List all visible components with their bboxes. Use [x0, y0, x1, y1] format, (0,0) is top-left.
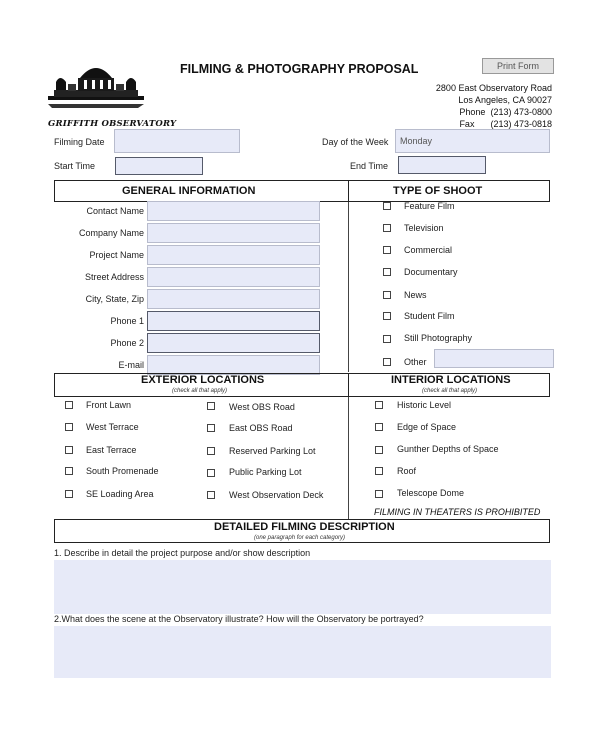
edge-of-space-checkbox[interactable] [375, 423, 383, 431]
other-input[interactable] [434, 349, 554, 368]
exterior-subheading: (check all that apply) [172, 388, 228, 394]
project-name-input[interactable] [147, 245, 320, 265]
company-name-label: Company Name [78, 228, 144, 238]
city-state-zip-input[interactable] [147, 289, 320, 309]
documentary-label: Documentary [404, 267, 458, 277]
fax-line: Fax (213) 473-0818 [459, 119, 552, 129]
east-terrace-checkbox[interactable] [65, 446, 73, 454]
description-subheading: (one paragraph for each category) [254, 535, 346, 541]
address-block [436, 82, 552, 130]
email-input[interactable] [147, 355, 320, 375]
exterior-locations-heading: EXTERIOR LOCATIONS [141, 374, 265, 386]
interior-locations-heading: INTERIOR LOCATIONS [391, 374, 511, 386]
street-address-input[interactable] [147, 267, 320, 287]
historic-level-checkbox[interactable] [375, 401, 383, 409]
television-checkbox[interactable] [383, 224, 391, 232]
phone-line: Phone (213) 473-0800 [459, 107, 552, 117]
end-time-label: End Time [350, 161, 389, 171]
south-promenade-checkbox[interactable] [65, 467, 73, 475]
feature-film-label: Feature Film [404, 201, 455, 211]
front-lawn-checkbox[interactable] [65, 401, 73, 409]
print-form-button[interactable]: Print Form [482, 58, 554, 74]
question-1: 1. Describe in detail the project purpose and/or show description [54, 548, 311, 558]
general-info-heading: GENERAL INFORMATION [122, 185, 256, 197]
observatory-logo-icon [48, 60, 144, 116]
phone-1-input[interactable] [147, 311, 320, 331]
news-checkbox[interactable] [383, 291, 391, 299]
contact-name-input[interactable] [147, 201, 320, 221]
historic-level-label: Historic Level [397, 400, 452, 410]
news-label: News [404, 290, 427, 300]
phone-1-label: Phone 1 [110, 316, 144, 326]
locations-divider [348, 373, 349, 397]
reserved-parking-lot-label: Reserved Parking Lot [229, 446, 316, 456]
gunther-depths-label: Gunther Depths of Space [397, 444, 499, 454]
west-obs-road-label: West OBS Road [229, 402, 295, 412]
logo [48, 60, 177, 129]
address-line-1: 2800 East Observatory Road [435, 83, 552, 93]
description-heading: DETAILED FILMING DESCRIPTION [214, 521, 395, 533]
south-promenade-label: South Promenade [86, 466, 159, 476]
filming-date-input[interactable] [114, 129, 240, 153]
city-state-zip-label: City, State, Zip [85, 294, 144, 304]
west-observation-deck-label: West Observation Deck [229, 490, 324, 500]
day-of-week-input[interactable]: Monday [395, 129, 550, 153]
filming-date-label: Filming Date [54, 137, 105, 147]
west-terrace-label: West Terrace [86, 422, 139, 432]
project-name-label: Project Name [89, 250, 144, 260]
commercial-label: Commercial [404, 245, 453, 255]
theaters-prohibited-notice: FILMING IN THEATERS IS PROHIBITED [374, 507, 541, 517]
west-terrace-checkbox[interactable] [65, 423, 73, 431]
se-loading-area-label: SE Loading Area [86, 489, 154, 499]
telescope-dome-label: Telescope Dome [397, 488, 465, 498]
street-address-label: Street Address [84, 272, 144, 282]
start-time-label: Start Time [54, 161, 96, 171]
end-time-input[interactable] [398, 156, 486, 174]
question-2: 2.What does the scene at the Observatory illustrate? How will the Observatory be portrayed? [54, 614, 424, 624]
page-title: FILMING & PHOTOGRAPHY PROPOSAL [180, 62, 419, 76]
feature-film-checkbox[interactable] [383, 202, 391, 210]
other-label: Other [404, 357, 427, 367]
east-terrace-label: East Terrace [86, 445, 137, 455]
day-of-week-label: Day of the Week [322, 137, 389, 147]
company-name-input[interactable] [147, 223, 320, 243]
public-parking-lot-checkbox[interactable] [207, 469, 215, 477]
front-lawn-label: Front Lawn [86, 400, 132, 410]
type-of-shoot-heading: TYPE OF SHOOT [393, 185, 483, 197]
interior-subheading: (check all that apply) [422, 388, 478, 394]
email-label: E-mail [118, 360, 144, 370]
column-divider-lower [348, 397, 349, 519]
documentary-checkbox[interactable] [383, 268, 391, 276]
public-parking-lot-label: Public Parking Lot [229, 467, 302, 477]
west-obs-road-checkbox[interactable] [207, 402, 215, 410]
gunther-depths-checkbox[interactable] [375, 446, 383, 454]
roof-label: Roof [397, 466, 417, 476]
column-divider-upper [348, 202, 349, 372]
east-obs-road-label: East OBS Road [229, 423, 293, 433]
se-loading-area-checkbox[interactable] [65, 490, 73, 498]
question-1-textarea[interactable] [54, 560, 551, 614]
start-time-input[interactable] [115, 157, 203, 175]
commercial-checkbox[interactable] [383, 246, 391, 254]
phone-2-input[interactable] [147, 333, 320, 353]
west-observation-deck-checkbox[interactable] [207, 491, 215, 499]
roof-checkbox[interactable] [375, 467, 383, 475]
student-film-checkbox[interactable] [383, 312, 391, 320]
other-checkbox[interactable] [383, 358, 391, 366]
east-obs-road-checkbox[interactable] [207, 424, 215, 432]
address-line-2: Los Angeles, CA 90027 [458, 95, 552, 105]
phone-2-label: Phone 2 [110, 338, 144, 348]
television-label: Television [404, 223, 444, 233]
reserved-parking-lot-checkbox[interactable] [207, 447, 215, 455]
edge-of-space-label: Edge of Space [397, 422, 457, 432]
student-film-label: Student Film [404, 311, 455, 321]
logo-text: GRIFFITH OBSERVATORY [48, 119, 177, 129]
still-photography-label: Still Photography [404, 333, 473, 343]
question-2-textarea[interactable] [54, 626, 551, 678]
section-divider [348, 180, 349, 202]
contact-name-label: Contact Name [86, 206, 144, 216]
telescope-dome-checkbox[interactable] [375, 490, 383, 498]
still-photography-checkbox[interactable] [383, 335, 391, 343]
